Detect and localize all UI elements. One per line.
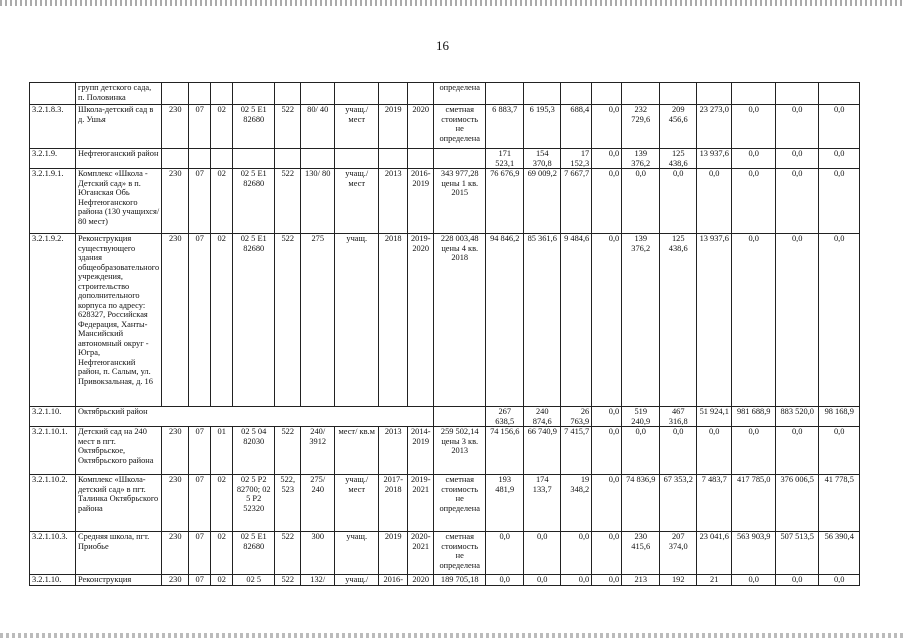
cell-okrug-3: 0,0 (776, 105, 819, 149)
cell-total-3: 0,0 (732, 575, 776, 586)
object-name: Средняя школа, пгт. Приобье (76, 532, 162, 575)
cell-expense-type: 522 (275, 234, 301, 407)
cell-other-1: 0,0 (592, 149, 622, 169)
cell-ministry: 230 (162, 169, 189, 234)
cell-local-2: 21 (697, 575, 732, 586)
table-row (30, 575, 860, 586)
table-row (30, 234, 860, 407)
cell-estimated-cost: 228 003,48 цены 4 кв. 2018 (434, 234, 486, 407)
cell-local-2: 0,0 (697, 427, 732, 475)
cell-total-1: 193 481,9 (486, 475, 524, 532)
cell-unit: учащ./ мест (335, 475, 379, 532)
cell-other-1: 0,0 (592, 234, 622, 407)
table-body (30, 83, 860, 586)
cell-okrug-2: 0,0 (660, 169, 697, 234)
cell-target-article: 02 5 E1 82680 (233, 532, 275, 575)
cell-expense-type: 522 (275, 105, 301, 149)
cell-total-1: 0,0 (486, 532, 524, 575)
cell-local-2: 23 273,0 (697, 105, 732, 149)
cell-okrug-1: 174 133,7 (524, 475, 561, 532)
cell-local-1: 17 152,3 (561, 149, 592, 169)
table-row (30, 105, 860, 149)
cell-total-2: 519 240,9 (622, 407, 660, 427)
cell-subsection: 02 (211, 475, 233, 532)
cell-okrug-1: 85 361,6 (524, 234, 561, 407)
cell-total-2 (622, 83, 660, 105)
cell-okrug-1: 66 740,9 (524, 427, 561, 475)
cell-start-year: 2019 (379, 105, 408, 149)
cell-expense-type (275, 83, 301, 105)
table-row (30, 427, 860, 475)
cell-subsection: 02 (211, 169, 233, 234)
scan-edge-top (0, 0, 905, 6)
cell-subsection: 02 (211, 532, 233, 575)
row-code: 3.2.1.10. (30, 575, 76, 586)
cell-okrug-1: 0,0 (524, 575, 561, 586)
cell-target-article: 02 5 E1 82680 (233, 234, 275, 407)
cell-total-1: 267 638,5 (486, 407, 524, 427)
cell-target-article: 02 5 (233, 575, 275, 586)
table-row (30, 149, 860, 169)
object-name: Комплекс «Школа - Детский сад» в п. Юганская Обь Нефтеюганского района (130 учащихся/ 80 мест) (76, 169, 162, 234)
cell-target-article (233, 149, 275, 169)
cell-start-year: 2018 (379, 234, 408, 407)
cell-section: 07 (189, 575, 211, 586)
table-row (30, 83, 860, 105)
cell-total-1: 74 156,6 (486, 427, 524, 475)
cell-local-1: 0,0 (561, 575, 592, 586)
cell-okrug-2: 467 316,8 (660, 407, 697, 427)
cell-okrug-3: 0,0 (776, 149, 819, 169)
cell-okrug-3: 0,0 (776, 234, 819, 407)
cell-target-article: 02 5 04 82030 (233, 427, 275, 475)
cell-okrug-2: 209 456,6 (660, 105, 697, 149)
cell-local-3: 0,0 (819, 149, 860, 169)
cell-local-1: 26 763,9 (561, 407, 592, 427)
cell-ministry: 230 (162, 532, 189, 575)
cell-other-1: 0,0 (592, 407, 622, 427)
cell-unit (335, 149, 379, 169)
cell-term (408, 149, 434, 169)
cell-capacity: 132/ (301, 575, 335, 586)
cell-unit (335, 83, 379, 105)
cell-total-2: 0,0 (622, 427, 660, 475)
cell-local-3: 0,0 (819, 234, 860, 407)
cell-other-1: 0,0 (592, 532, 622, 575)
cell-term: 2020-2021 (408, 532, 434, 575)
cell-expense-type (275, 149, 301, 169)
cell-subsection: 02 (211, 575, 233, 586)
cell-start-year: 2013 (379, 169, 408, 234)
cell-estimated-cost: определена (434, 83, 486, 105)
cell-ministry: 230 (162, 234, 189, 407)
cell-local-2: 13 937,6 (697, 234, 732, 407)
cell-estimated-cost: сметная стоимость не определена (434, 105, 486, 149)
cell-start-year: 2017-2018 (379, 475, 408, 532)
cell-okrug-2: 192 (660, 575, 697, 586)
object-name: Школа-детский сад в д. Ушья (76, 105, 162, 149)
cell-okrug-3: 507 513,5 (776, 532, 819, 575)
cell-term: 2019-2021 (408, 475, 434, 532)
cell-total-2: 74 836,9 (622, 475, 660, 532)
cell-total-2: 139 376,2 (622, 149, 660, 169)
cell-local-1: 7 667,7 (561, 169, 592, 234)
cell-section: 07 (189, 234, 211, 407)
cell-total-1: 94 846,2 (486, 234, 524, 407)
cell-ministry: 230 (162, 427, 189, 475)
cell-total-3: 0,0 (732, 149, 776, 169)
cell-start-year (379, 149, 408, 169)
cell-term: 2014-2019 (408, 427, 434, 475)
cell-okrug-2: 67 353,2 (660, 475, 697, 532)
cell-okrug-2: 207 374,0 (660, 532, 697, 575)
cell-local-2: 7 483,7 (697, 475, 732, 532)
cell-local-1: 688,4 (561, 105, 592, 149)
cell-estimated-cost: 343 977,28 цены 1 кв. 2015 (434, 169, 486, 234)
cell-expense-type: 522, 523 (275, 475, 301, 532)
cell-total-2: 213 (622, 575, 660, 586)
cell-capacity: 275/ 240 (301, 475, 335, 532)
cell-okrug-3: 0,0 (776, 169, 819, 234)
region-name: Нефтеюганский район (76, 149, 162, 169)
cell-section: 07 (189, 105, 211, 149)
cell-estimated-cost: 189 705,18 (434, 575, 486, 586)
row-code: 3.2.1.10.1. (30, 427, 76, 475)
cell-total-1: 6 883,7 (486, 105, 524, 149)
cell-ministry: 230 (162, 105, 189, 149)
cell-start-year: 2019 (379, 532, 408, 575)
cell-okrug-3: 376 006,5 (776, 475, 819, 532)
cell-total-2: 0,0 (622, 169, 660, 234)
cell-unit: учащ./ мест (335, 169, 379, 234)
cell-okrug-3: 0,0 (776, 575, 819, 586)
cell-okrug-3: 0,0 (776, 427, 819, 475)
cell-total-1: 76 676,9 (486, 169, 524, 234)
cell-estimated-cost: 259 502,14 цены 3 кв. 2013 (434, 427, 486, 475)
cell-ministry: 230 (162, 475, 189, 532)
cell-total-3: 981 688,9 (732, 407, 776, 427)
object-name: групп детского сада, п. Половинка (76, 83, 162, 105)
cell-term: 2020 (408, 105, 434, 149)
cell-subsection: 01 (211, 427, 233, 475)
cell-okrug-1: 69 009,2 (524, 169, 561, 234)
table-row (30, 407, 860, 427)
object-name: Реконструкция (76, 575, 162, 586)
cell-other-1 (592, 83, 622, 105)
cell-local-3: 0,0 (819, 575, 860, 586)
cell-local-2 (697, 83, 732, 105)
table-row (30, 169, 860, 234)
cell-section: 07 (189, 427, 211, 475)
budget-table (29, 82, 860, 586)
cell-start-year: 2013 (379, 427, 408, 475)
cell-estimated-cost (434, 407, 486, 427)
cell-okrug-2 (660, 83, 697, 105)
cell-estimated-cost (434, 149, 486, 169)
cell-target-article: 02 5 P2 82700; 02 5 P2 52320 (233, 475, 275, 532)
cell-ministry: 230 (162, 575, 189, 586)
cell-total-3: 0,0 (732, 169, 776, 234)
cell-ministry (162, 149, 189, 169)
cell-total-3: 0,0 (732, 234, 776, 407)
cell-section: 07 (189, 169, 211, 234)
cell-local-1: 19 348,2 (561, 475, 592, 532)
cell-local-1: 0,0 (561, 532, 592, 575)
table-row (30, 475, 860, 532)
cell-ministry (162, 83, 189, 105)
cell-term: 2019-2020 (408, 234, 434, 407)
cell-other-1: 0,0 (592, 169, 622, 234)
cell-section (189, 149, 211, 169)
cell-term (408, 83, 434, 105)
cell-total-1 (486, 83, 524, 105)
cell-term: 2016-2019 (408, 169, 434, 234)
object-name: Детский сад на 240 мест в пгт. Октябрьское, Октябрьского района (76, 427, 162, 475)
cell-target-article: 02 5 E1 82680 (233, 169, 275, 234)
cell-total-3: 0,0 (732, 427, 776, 475)
cell-capacity: 300 (301, 532, 335, 575)
cell-local-1: 9 484,6 (561, 234, 592, 407)
cell-local-3 (819, 83, 860, 105)
cell-expense-type: 522 (275, 575, 301, 586)
cell-total-2: 230 415,6 (622, 532, 660, 575)
cell-local-3: 98 168,9 (819, 407, 860, 427)
cell-other-1: 0,0 (592, 475, 622, 532)
cell-target-article: 02 5 E1 82680 (233, 105, 275, 149)
cell-capacity: 80/ 40 (301, 105, 335, 149)
cell-other-1: 0,0 (592, 427, 622, 475)
cell-expense-type: 522 (275, 169, 301, 234)
cell-local-3: 41 778,5 (819, 475, 860, 532)
cell-expense-type: 522 (275, 427, 301, 475)
cell-subsection: 02 (211, 105, 233, 149)
object-name: Комплекс «Школа-детский сад» в пгт. Талинка Октябрьского района (76, 475, 162, 532)
row-code (30, 83, 76, 105)
cell-local-3: 0,0 (819, 169, 860, 234)
cell-unit: учащ. (335, 532, 379, 575)
table-row (30, 532, 860, 575)
cell-total-1: 0,0 (486, 575, 524, 586)
cell-okrug-2: 125 438,6 (660, 149, 697, 169)
cell-total-3 (732, 83, 776, 105)
cell-okrug-1: 6 195,3 (524, 105, 561, 149)
cell-okrug-3 (776, 83, 819, 105)
region-name: Октябрьский район (76, 407, 434, 427)
cell-subsection: 02 (211, 234, 233, 407)
page-number: 16 (436, 38, 449, 53)
cell-capacity: 240/ 3912 (301, 427, 335, 475)
cell-local-1 (561, 83, 592, 105)
cell-total-2: 139 376,2 (622, 234, 660, 407)
cell-okrug-2: 0,0 (660, 427, 697, 475)
cell-estimated-cost: сметная стоимость не определена (434, 532, 486, 575)
cell-okrug-1: 0,0 (524, 532, 561, 575)
cell-total-3: 417 785,0 (732, 475, 776, 532)
cell-section: 07 (189, 475, 211, 532)
object-name: Реконструкция существующего здания общеобразовательного учреждения, строительство дополнительного корпуса по адресу: 628327, Российская Федерация, Ханты-Мансийский автономный округ - Югра, Нефтеюганский район, п. Салым, ул. Привокзальная, д. 16 (76, 234, 162, 407)
cell-other-1: 0,0 (592, 105, 622, 149)
cell-total-2: 232 729,6 (622, 105, 660, 149)
cell-local-3: 56 390,4 (819, 532, 860, 575)
cell-local-3: 0,0 (819, 105, 860, 149)
cell-total-1: 171 523,1 (486, 149, 524, 169)
cell-unit: учащ. (335, 234, 379, 407)
row-code: 3.2.1.9.1. (30, 169, 76, 234)
cell-other-1: 0,0 (592, 575, 622, 586)
cell-unit: учащ./ (335, 575, 379, 586)
cell-start-year: 2016- (379, 575, 408, 586)
cell-local-2: 0,0 (697, 169, 732, 234)
cell-unit: мест/ кв.м (335, 427, 379, 475)
cell-total-3: 563 903,9 (732, 532, 776, 575)
cell-local-2: 23 041,6 (697, 532, 732, 575)
cell-okrug-1: 240 874,6 (524, 407, 561, 427)
cell-capacity (301, 83, 335, 105)
row-code: 3.2.1.9. (30, 149, 76, 169)
cell-section (189, 83, 211, 105)
cell-capacity (301, 149, 335, 169)
cell-expense-type: 522 (275, 532, 301, 575)
cell-okrug-1 (524, 83, 561, 105)
cell-total-3: 0,0 (732, 105, 776, 149)
cell-section: 07 (189, 532, 211, 575)
cell-subsection (211, 149, 233, 169)
cell-okrug-1: 154 370,8 (524, 149, 561, 169)
row-code: 3.2.1.10.3. (30, 532, 76, 575)
cell-local-2: 13 937,6 (697, 149, 732, 169)
row-code: 3.2.1.10.2. (30, 475, 76, 532)
cell-estimated-cost: сметная стоимость не определена (434, 475, 486, 532)
cell-okrug-2: 125 438,6 (660, 234, 697, 407)
row-code: 3.2.1.8.3. (30, 105, 76, 149)
row-code: 3.2.1.10. (30, 407, 76, 427)
cell-local-1: 7 415,7 (561, 427, 592, 475)
scan-edge-bottom (0, 633, 905, 638)
cell-target-article (233, 83, 275, 105)
row-code: 3.2.1.9.2. (30, 234, 76, 407)
cell-okrug-3: 883 520,0 (776, 407, 819, 427)
cell-capacity: 275 (301, 234, 335, 407)
cell-term: 2020 (408, 575, 434, 586)
cell-subsection (211, 83, 233, 105)
cell-local-2: 51 924,1 (697, 407, 732, 427)
cell-unit: учащ./ мест (335, 105, 379, 149)
cell-local-3: 0,0 (819, 427, 860, 475)
cell-start-year (379, 83, 408, 105)
cell-capacity: 130/ 80 (301, 169, 335, 234)
